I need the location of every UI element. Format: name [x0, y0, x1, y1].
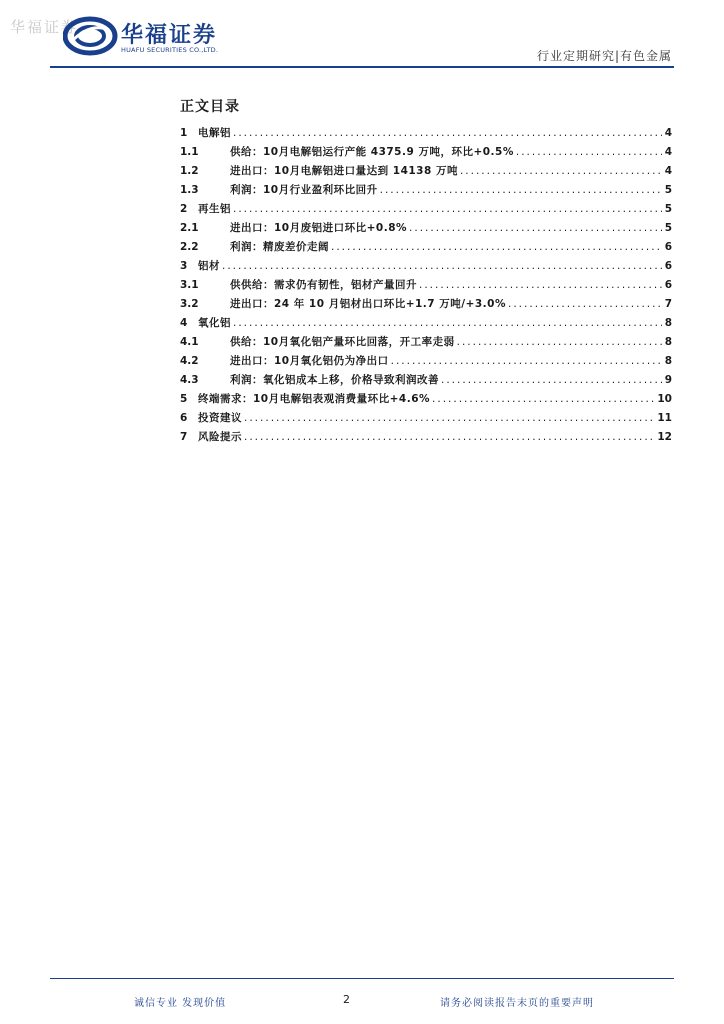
toc-entry-number: 2	[180, 203, 188, 215]
report-category: 行业定期研究|有色金属	[536, 49, 672, 63]
toc-entry[interactable]	[180, 239, 672, 258]
toc-entry-page: 8	[664, 336, 672, 348]
toc-dot-leader	[233, 317, 662, 329]
toc-entry-title[interactable]: 终端需求：10月电解铝表观消费量环比+4.6%	[198, 393, 431, 405]
toc-entry-number: 6	[180, 412, 188, 424]
toc-entry-title[interactable]: 利润：精废差价走阔	[230, 241, 329, 253]
toc-entry[interactable]	[180, 334, 672, 353]
toc-dot-leader	[233, 127, 662, 139]
toc-entry-page: 5	[664, 184, 672, 196]
toc-entry-number: 1.1	[180, 146, 199, 158]
toc-dot-leader	[441, 374, 662, 386]
toc-entry-number: 1.2	[180, 165, 199, 177]
toc-entry-title[interactable]: 投资建议	[198, 412, 242, 424]
toc-entry-page: 4	[664, 165, 672, 177]
footer-slogan: 诚信专业 发现价值	[134, 998, 227, 1009]
brand-name-cn: 华福证券	[121, 23, 218, 48]
toc-entry-title[interactable]: 进出口：10月废铝进口环比+0.8%	[230, 222, 408, 234]
toc-entry[interactable]	[180, 163, 672, 182]
page-number: 2	[343, 993, 350, 1006]
toc-entry-page: 4	[664, 127, 672, 139]
toc-entry-number: 1	[180, 127, 188, 139]
toc-entry-title[interactable]: 进出口：10月氧化铝仍为净出口	[230, 355, 389, 367]
watermark: 华福证券	[10, 18, 79, 36]
toc-entry-page: 8	[664, 317, 672, 329]
toc-entry-title[interactable]: 进出口：10月电解铝进口量达到 14138 万吨	[230, 165, 458, 177]
toc-entry[interactable]	[180, 220, 672, 239]
toc-entry[interactable]	[180, 315, 672, 334]
toc-entry-title[interactable]: 再生铝	[198, 203, 231, 215]
toc-dot-leader	[222, 260, 662, 272]
toc-entry-number: 4.1	[180, 336, 199, 348]
toc-entry-page: 8	[664, 355, 672, 367]
toc-entry-title[interactable]: 进出口：24 年 10 月铝材出口环比+1.7 万吨/+3.0%	[230, 298, 506, 310]
toc-entry-number: 4	[180, 317, 188, 329]
toc-dot-leader	[460, 165, 662, 177]
toc-entry-page: 5	[664, 203, 672, 215]
toc-dot-leader	[409, 222, 662, 234]
toc-entry-page: 9	[664, 374, 672, 386]
toc-entry-title[interactable]: 利润：氧化铝成本上移，价格导致利润改善	[230, 374, 439, 386]
toc-entry-page: 7	[664, 298, 672, 310]
toc-entry-number: 1.3	[180, 184, 199, 196]
footer-divider	[50, 978, 674, 979]
toc-entry[interactable]	[180, 296, 672, 315]
brand-name-en: HUAFU SECURITIES CO.,LTD.	[121, 46, 219, 54]
toc-entry[interactable]	[180, 277, 672, 296]
toc-dot-leader	[419, 279, 662, 291]
toc-dot-leader	[380, 184, 662, 196]
toc-entry-number: 4.2	[180, 355, 199, 367]
toc-title: 正文目录	[180, 99, 240, 115]
toc-entry-title[interactable]: 供供给：需求仍有韧性，铝材产量回升	[230, 279, 417, 291]
toc-entry-number: 7	[180, 431, 188, 443]
footer-disclaimer: 请务必阅读报告末页的重要声明	[440, 998, 594, 1009]
toc-entry-title[interactable]: 风险提示	[198, 431, 242, 443]
toc-dot-leader	[508, 298, 662, 310]
company-logo	[63, 16, 243, 58]
toc-entry[interactable]	[180, 391, 672, 410]
toc-entry[interactable]	[180, 144, 672, 163]
toc-entry-number: 3.2	[180, 298, 199, 310]
toc-entry[interactable]	[180, 201, 672, 220]
toc-entry-number: 2.1	[180, 222, 199, 234]
header-divider	[50, 66, 674, 68]
toc-entry-number: 2.2	[180, 241, 199, 253]
toc-entry-page: 11	[657, 412, 672, 424]
toc-entry-page: 12	[657, 431, 672, 443]
toc-entry-number: 3	[180, 260, 188, 272]
toc-entry[interactable]	[180, 182, 672, 201]
toc-dot-leader	[244, 412, 655, 424]
toc-dot-leader	[457, 336, 662, 348]
toc-entry[interactable]	[180, 258, 672, 277]
toc-entry[interactable]	[180, 353, 672, 372]
swirl-logo-icon	[63, 16, 119, 56]
toc-entry-number: 4.3	[180, 374, 199, 386]
toc-entry-title[interactable]: 铝材	[198, 260, 220, 272]
toc-entry[interactable]	[180, 372, 672, 391]
table-of-contents	[180, 125, 672, 448]
toc-dot-leader	[516, 146, 662, 158]
toc-dot-leader	[432, 393, 655, 405]
toc-dot-leader	[244, 431, 655, 443]
toc-entry-page: 6	[664, 279, 672, 291]
toc-dot-leader	[391, 355, 662, 367]
toc-entry-title[interactable]: 电解铝	[198, 127, 231, 139]
toc-entry[interactable]	[180, 429, 672, 448]
toc-entry-page: 5	[664, 222, 672, 234]
toc-entry-page: 10	[657, 393, 672, 405]
toc-dot-leader	[233, 203, 662, 215]
toc-entry-page: 6	[664, 241, 672, 253]
toc-entry[interactable]	[180, 410, 672, 429]
toc-entry-number: 5	[180, 393, 188, 405]
toc-entry-title[interactable]: 供给：10月电解铝运行产能 4375.9 万吨，环比+0.5%	[230, 146, 514, 158]
toc-entry-page: 6	[664, 260, 672, 272]
toc-entry[interactable]	[180, 125, 672, 144]
toc-entry-number: 3.1	[180, 279, 199, 291]
toc-entry-title[interactable]: 供给：10月氧化铝产量环比回落，开工率走弱	[230, 336, 455, 348]
toc-dot-leader	[331, 241, 662, 253]
toc-entry-title[interactable]: 氧化铝	[198, 317, 231, 329]
toc-entry-page: 4	[664, 146, 672, 158]
toc-entry-title[interactable]: 利润：10月行业盈利环比回升	[230, 184, 378, 196]
